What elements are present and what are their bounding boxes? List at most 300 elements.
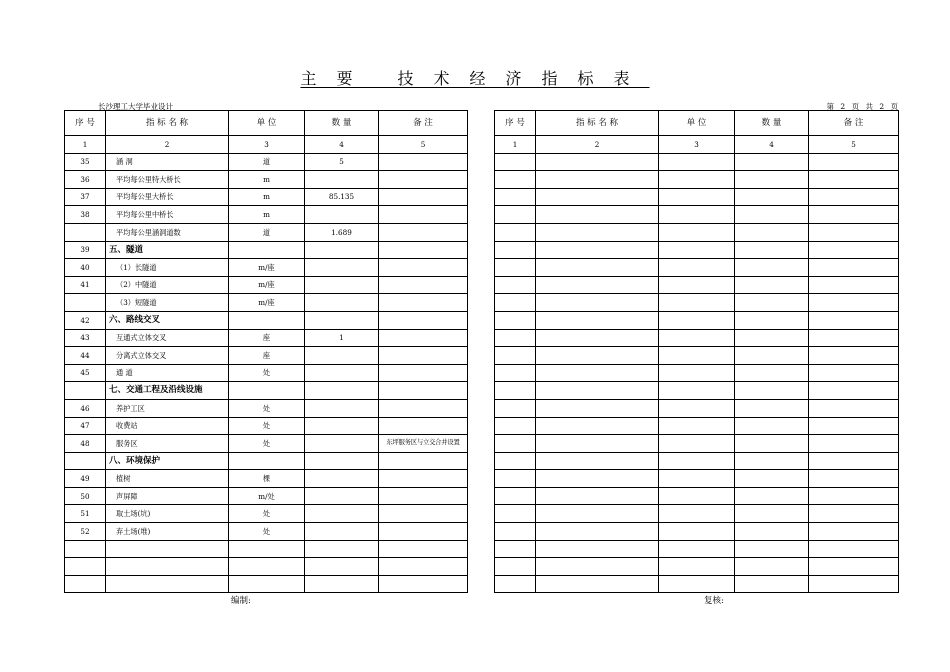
header-name: 指 标 名 称	[106, 111, 229, 136]
cell-number: 37	[65, 188, 106, 206]
cell-number	[495, 259, 536, 277]
cell-quantity	[735, 575, 809, 593]
cell-quantity: 5	[305, 153, 379, 171]
cell-note	[809, 558, 899, 576]
column-index-cell: 3	[229, 136, 305, 154]
cell-name	[536, 294, 659, 312]
cell-name	[536, 435, 659, 453]
cell-name	[536, 259, 659, 277]
cell-note	[379, 294, 468, 312]
table-row	[495, 347, 899, 365]
indicator-table-left	[64, 110, 468, 593]
cell-name: 分离式立体交叉	[106, 347, 229, 365]
cell-number	[65, 558, 106, 576]
cell-note	[379, 153, 468, 171]
header-note: 备 注	[379, 111, 468, 136]
cell-number	[495, 206, 536, 224]
cell-note	[809, 294, 899, 312]
cell-note	[379, 575, 468, 593]
cell-note	[809, 470, 899, 488]
cell-name	[536, 311, 659, 329]
cell-unit	[659, 206, 735, 224]
table-row	[495, 223, 899, 241]
cell-name	[536, 171, 659, 189]
cell-unit: 处	[229, 417, 305, 435]
cell-name: 平均每公里大桥长	[106, 188, 229, 206]
cell-unit	[659, 259, 735, 277]
cell-quantity	[735, 540, 809, 558]
cell-unit: m	[229, 188, 305, 206]
table-row	[65, 206, 468, 224]
cell-name	[536, 153, 659, 171]
cell-number	[495, 417, 536, 435]
cell-quantity: 1.689	[305, 223, 379, 241]
cell-quantity	[305, 452, 379, 470]
cell-name	[536, 347, 659, 365]
cell-quantity	[735, 523, 809, 541]
cell-unit	[659, 487, 735, 505]
table-row	[65, 311, 468, 329]
cell-name	[536, 505, 659, 523]
cell-quantity	[735, 399, 809, 417]
cell-quantity	[735, 259, 809, 277]
cell-quantity	[735, 487, 809, 505]
cell-note	[379, 311, 468, 329]
cell-unit: 座	[229, 329, 305, 347]
cell-unit: m/座	[229, 294, 305, 312]
cell-name: 五、隧道	[106, 241, 229, 259]
cell-quantity	[305, 294, 379, 312]
cell-name: 弃土场(堆)	[106, 523, 229, 541]
table-row	[495, 206, 899, 224]
cell-number	[495, 558, 536, 576]
cell-number	[495, 276, 536, 294]
cell-note	[809, 188, 899, 206]
cell-number	[495, 575, 536, 593]
cell-note	[379, 470, 468, 488]
column-index-cell: 4	[305, 136, 379, 154]
cell-unit	[229, 558, 305, 576]
cell-unit	[659, 153, 735, 171]
table-row	[65, 223, 468, 241]
table-row	[495, 540, 899, 558]
cell-quantity	[305, 399, 379, 417]
cell-quantity: 85.135	[305, 188, 379, 206]
cell-name	[536, 276, 659, 294]
right-header-row	[495, 111, 899, 136]
cell-quantity	[305, 382, 379, 400]
cell-number	[495, 523, 536, 541]
column-index-cell: 5	[379, 136, 468, 154]
cell-number	[495, 399, 536, 417]
table-row	[65, 470, 468, 488]
table-row	[495, 382, 899, 400]
cell-number	[495, 452, 536, 470]
cell-name	[536, 382, 659, 400]
cell-unit	[659, 294, 735, 312]
cell-number	[495, 329, 536, 347]
cell-quantity	[305, 523, 379, 541]
cell-note	[809, 311, 899, 329]
cell-unit: 棵	[229, 470, 305, 488]
cell-number: 38	[65, 206, 106, 224]
cell-quantity	[735, 153, 809, 171]
cell-number	[495, 382, 536, 400]
cell-note	[379, 223, 468, 241]
cell-unit	[659, 241, 735, 259]
column-index-cell: 2	[536, 136, 659, 154]
cell-note	[809, 364, 899, 382]
cell-unit	[659, 470, 735, 488]
cell-quantity	[305, 276, 379, 294]
cell-quantity	[735, 294, 809, 312]
cell-unit	[659, 435, 735, 453]
cell-note	[379, 364, 468, 382]
cell-name	[536, 575, 659, 593]
cell-name: 收费站	[106, 417, 229, 435]
page-number: 第 2 页 共 2 页	[826, 102, 898, 111]
table-row	[495, 452, 899, 470]
cell-number	[495, 364, 536, 382]
cell-quantity: 1	[305, 329, 379, 347]
table-row	[65, 347, 468, 365]
cell-name: 植树	[106, 470, 229, 488]
cell-note	[809, 347, 899, 365]
cell-note	[809, 452, 899, 470]
cell-name	[536, 558, 659, 576]
cell-name	[536, 540, 659, 558]
cell-number	[495, 487, 536, 505]
cell-unit	[659, 505, 735, 523]
cell-name: （2）中隧道	[106, 276, 229, 294]
cell-note	[379, 241, 468, 259]
cell-quantity	[305, 435, 379, 453]
cell-name: （3）短隧道	[106, 294, 229, 312]
cell-unit	[659, 540, 735, 558]
cell-note	[809, 523, 899, 541]
cell-note	[379, 382, 468, 400]
cell-name: 取土场(坑)	[106, 505, 229, 523]
cell-number: 46	[65, 399, 106, 417]
cell-number: 40	[65, 259, 106, 277]
table-row	[65, 540, 468, 558]
table-row	[65, 188, 468, 206]
cell-unit	[659, 523, 735, 541]
cell-unit	[659, 382, 735, 400]
cell-unit	[229, 241, 305, 259]
cell-note	[379, 259, 468, 277]
cell-number: 49	[65, 470, 106, 488]
cell-quantity	[305, 558, 379, 576]
cell-quantity	[735, 382, 809, 400]
cell-note	[809, 259, 899, 277]
cell-number: 35	[65, 153, 106, 171]
cell-note	[379, 188, 468, 206]
cell-unit	[229, 452, 305, 470]
cell-name: 六、路线交叉	[106, 311, 229, 329]
cell-unit	[229, 575, 305, 593]
table-row	[495, 575, 899, 593]
table-row	[495, 171, 899, 189]
cell-unit	[659, 329, 735, 347]
cell-number: 51	[65, 505, 106, 523]
cell-number	[65, 452, 106, 470]
cell-unit: m	[229, 206, 305, 224]
cell-number: 43	[65, 329, 106, 347]
table-row	[495, 294, 899, 312]
cell-name	[536, 188, 659, 206]
cell-quantity	[735, 206, 809, 224]
cell-quantity	[305, 540, 379, 558]
left-header-row	[65, 111, 468, 136]
cell-quantity	[735, 364, 809, 382]
cell-unit	[659, 276, 735, 294]
table-row	[65, 487, 468, 505]
cell-note	[809, 206, 899, 224]
cell-number: 52	[65, 523, 106, 541]
table-row	[495, 470, 899, 488]
cell-note	[809, 487, 899, 505]
cell-number	[495, 153, 536, 171]
cell-name	[536, 241, 659, 259]
cell-note	[809, 399, 899, 417]
cell-name: 平均每公里涵洞道数	[106, 223, 229, 241]
cell-unit	[659, 347, 735, 365]
cell-name: 互通式立体交叉	[106, 329, 229, 347]
cell-quantity	[305, 311, 379, 329]
cell-number: 50	[65, 487, 106, 505]
cell-quantity	[735, 171, 809, 189]
table-row	[65, 382, 468, 400]
cell-quantity	[735, 435, 809, 453]
table-row	[65, 241, 468, 259]
cell-quantity	[735, 311, 809, 329]
cell-note	[809, 329, 899, 347]
cell-number	[495, 188, 536, 206]
cell-unit	[659, 364, 735, 382]
table-row	[65, 417, 468, 435]
cell-name	[536, 417, 659, 435]
cell-number: 47	[65, 417, 106, 435]
cell-note	[809, 575, 899, 593]
cell-quantity	[305, 241, 379, 259]
cell-quantity	[305, 171, 379, 189]
cell-note	[809, 417, 899, 435]
cell-number	[495, 470, 536, 488]
cell-note	[379, 540, 468, 558]
table-row	[495, 435, 899, 453]
cell-note	[809, 171, 899, 189]
table-row	[65, 276, 468, 294]
cell-number	[495, 505, 536, 523]
cell-quantity	[305, 259, 379, 277]
cell-quantity	[735, 276, 809, 294]
table-row	[65, 435, 468, 453]
cell-number	[65, 382, 106, 400]
cell-unit: m/座	[229, 259, 305, 277]
table-row	[495, 188, 899, 206]
cell-unit: 道	[229, 153, 305, 171]
cell-name: 涵 洞	[106, 153, 229, 171]
school-label: 长沙理工大学毕业设计	[98, 102, 173, 111]
cell-note	[379, 329, 468, 347]
cell-note	[379, 558, 468, 576]
table-row	[495, 523, 899, 541]
table-row	[65, 329, 468, 347]
cell-unit: 座	[229, 347, 305, 365]
cell-quantity	[305, 487, 379, 505]
cell-note	[379, 347, 468, 365]
table-row	[65, 505, 468, 523]
cell-unit: 处	[229, 364, 305, 382]
header-note: 备 注	[809, 111, 899, 136]
column-index-cell: 3	[659, 136, 735, 154]
cell-name	[536, 206, 659, 224]
cell-unit	[659, 171, 735, 189]
table-row	[65, 364, 468, 382]
cell-unit	[659, 223, 735, 241]
table-row	[495, 329, 899, 347]
indicator-table-right	[494, 110, 899, 593]
cell-number	[495, 223, 536, 241]
table-row	[65, 575, 468, 593]
cell-note	[809, 276, 899, 294]
table-row	[65, 259, 468, 277]
cell-unit	[659, 399, 735, 417]
cell-unit: m/座	[229, 276, 305, 294]
cell-note	[809, 153, 899, 171]
cell-note	[379, 487, 468, 505]
left-column-index-row	[65, 136, 468, 154]
cell-quantity	[305, 206, 379, 224]
cell-unit	[229, 540, 305, 558]
footer-reviewed-by: 复核:	[704, 596, 724, 606]
cell-note	[809, 540, 899, 558]
header-quantity: 数 量	[305, 111, 379, 136]
cell-unit: m	[229, 171, 305, 189]
cell-quantity	[735, 329, 809, 347]
cell-quantity	[735, 558, 809, 576]
cell-number	[495, 311, 536, 329]
cell-unit	[659, 417, 735, 435]
cell-name: 八、环境保护	[106, 452, 229, 470]
cell-unit	[659, 452, 735, 470]
table-row	[65, 153, 468, 171]
cell-quantity	[735, 505, 809, 523]
header-number: 序 号	[495, 111, 536, 136]
cell-number	[495, 294, 536, 312]
table-row	[65, 171, 468, 189]
cell-note	[379, 417, 468, 435]
header-unit: 单 位	[229, 111, 305, 136]
cell-note	[379, 399, 468, 417]
table-row	[65, 399, 468, 417]
table-row	[65, 452, 468, 470]
cell-number	[495, 241, 536, 259]
cell-unit	[229, 311, 305, 329]
cell-note	[379, 276, 468, 294]
cell-quantity	[305, 417, 379, 435]
cell-number: 44	[65, 347, 106, 365]
cell-quantity	[305, 470, 379, 488]
column-index-cell: 5	[809, 136, 899, 154]
cell-number: 39	[65, 241, 106, 259]
cell-number	[65, 223, 106, 241]
cell-number: 45	[65, 364, 106, 382]
cell-number: 48	[65, 435, 106, 453]
cell-name: 通 道	[106, 364, 229, 382]
table-row	[495, 153, 899, 171]
cell-number	[495, 171, 536, 189]
table-row	[65, 523, 468, 541]
cell-note	[809, 505, 899, 523]
cell-note	[809, 241, 899, 259]
cell-name: （1）长隧道	[106, 259, 229, 277]
cell-unit: 道	[229, 223, 305, 241]
cell-number: 36	[65, 171, 106, 189]
header-unit: 单 位	[659, 111, 735, 136]
cell-unit	[659, 575, 735, 593]
cell-unit	[659, 311, 735, 329]
cell-note	[379, 523, 468, 541]
cell-name	[536, 364, 659, 382]
cell-name	[536, 470, 659, 488]
table-row	[495, 399, 899, 417]
cell-unit	[229, 382, 305, 400]
cell-name	[106, 540, 229, 558]
cell-unit: 处	[229, 505, 305, 523]
cell-quantity	[305, 505, 379, 523]
header-number: 序 号	[65, 111, 106, 136]
column-index-cell: 2	[106, 136, 229, 154]
table-row	[495, 505, 899, 523]
cell-quantity	[735, 470, 809, 488]
table-row	[495, 558, 899, 576]
cell-unit: 处	[229, 399, 305, 417]
cell-number	[65, 575, 106, 593]
page-title: 主要 技术经济指标表	[300, 69, 650, 88]
table-row	[65, 558, 468, 576]
cell-name: 服务区	[106, 435, 229, 453]
cell-number	[65, 540, 106, 558]
cell-name: 养护工区	[106, 399, 229, 417]
table-row	[65, 294, 468, 312]
cell-name: 声屏障	[106, 487, 229, 505]
cell-quantity	[735, 347, 809, 365]
cell-name	[536, 399, 659, 417]
header-name: 指 标 名 称	[536, 111, 659, 136]
cell-note	[809, 382, 899, 400]
cell-note	[809, 223, 899, 241]
cell-unit: 处	[229, 435, 305, 453]
cell-quantity	[735, 452, 809, 470]
column-index-cell: 1	[495, 136, 536, 154]
cell-name	[536, 452, 659, 470]
column-index-cell: 1	[65, 136, 106, 154]
cell-quantity	[305, 364, 379, 382]
table-row	[495, 487, 899, 505]
cell-number	[495, 540, 536, 558]
right-column-index-row	[495, 136, 899, 154]
cell-quantity	[735, 241, 809, 259]
cell-note	[379, 505, 468, 523]
cell-name: 七、交通工程及沿线设施	[106, 382, 229, 400]
table-row	[495, 259, 899, 277]
cell-note	[379, 206, 468, 224]
cell-unit	[659, 558, 735, 576]
column-index-cell: 4	[735, 136, 809, 154]
cell-quantity	[735, 223, 809, 241]
